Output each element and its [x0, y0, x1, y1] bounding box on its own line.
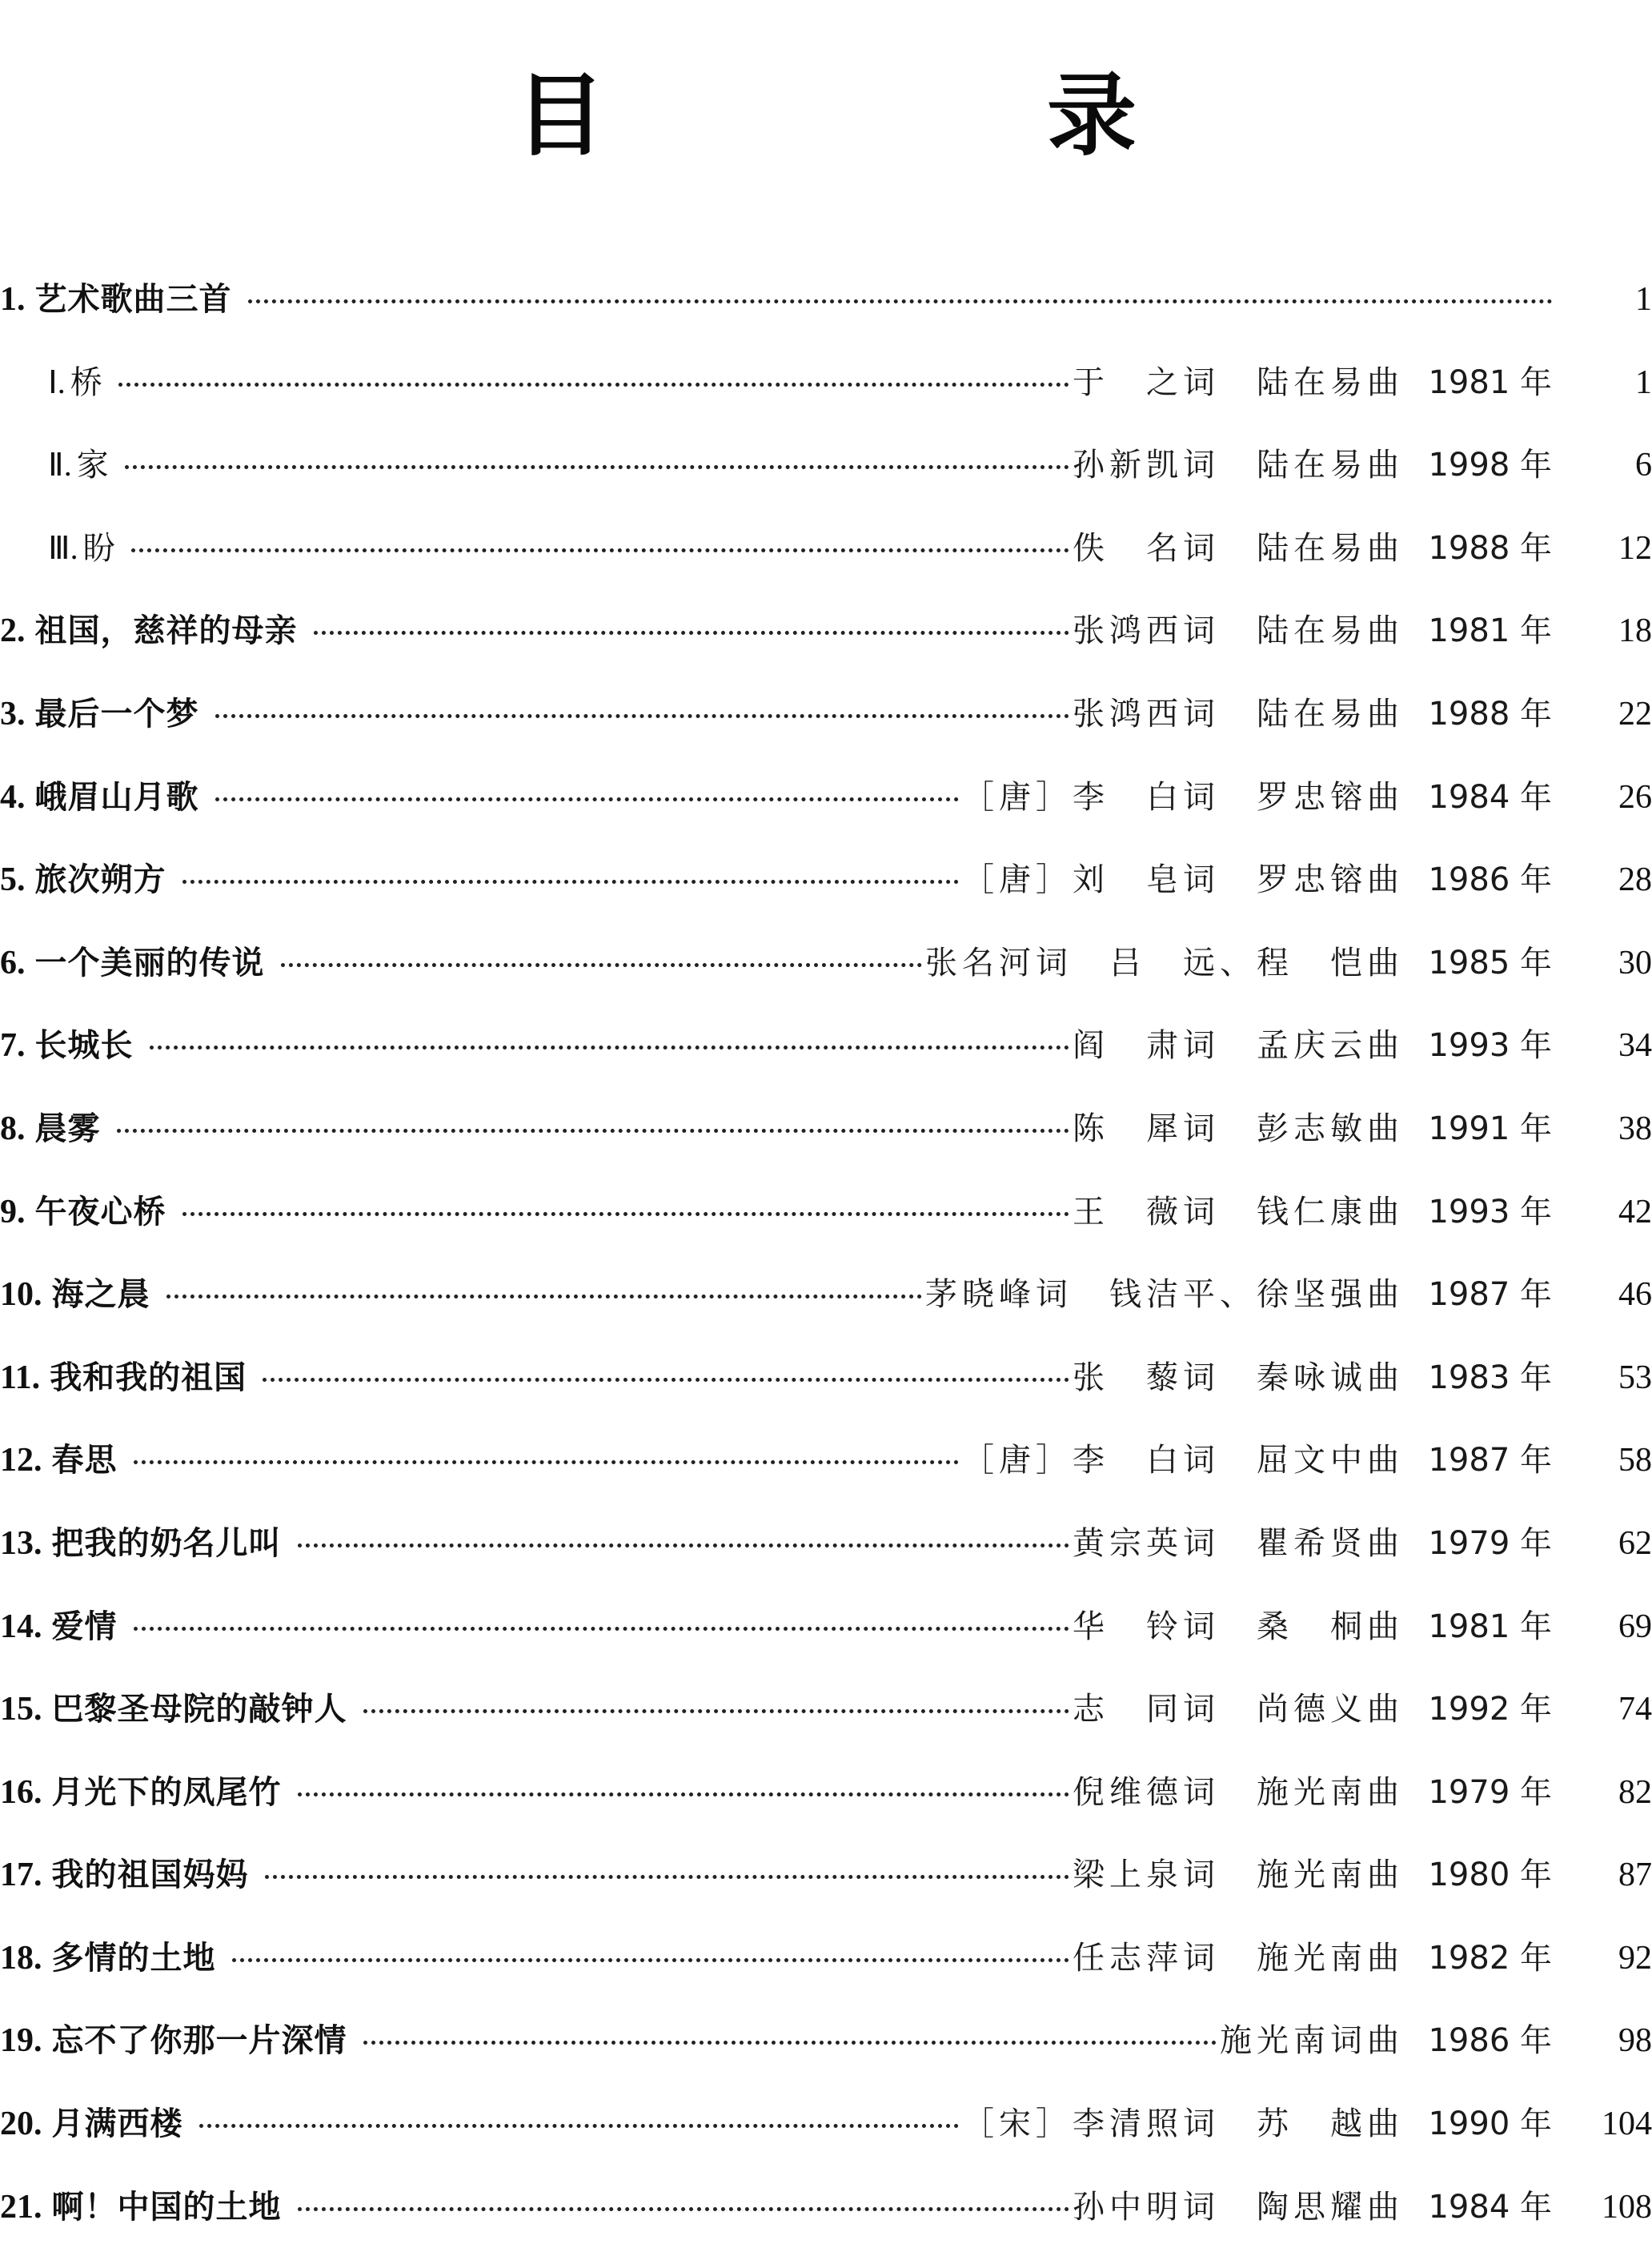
entry-credits: 佚 名词 陆在易曲 — [1073, 529, 1404, 567]
entry-page-number: 92 — [1618, 1939, 1652, 1977]
dot-leader — [199, 2124, 960, 2128]
dot-leader — [298, 2207, 1070, 2211]
entry-number: 12. — [0, 1442, 42, 1479]
entry-year: 1981 年 — [1428, 1608, 1552, 1645]
entry-title: 海之晨 — [51, 1276, 150, 1314]
toc-entry[interactable] — [0, 1585, 1652, 1668]
entry-credits: 志 同词 尚德义曲 — [1073, 1691, 1404, 1728]
entry-title: 午夜心桥 — [34, 1193, 166, 1230]
toc-entry[interactable] — [0, 1502, 1652, 1585]
entry-credits: 张鸿西词 陆在易曲 — [1073, 695, 1404, 733]
entry-credits: 任志萍词 施光南曲 — [1073, 1939, 1404, 1977]
entry-title-block — [0, 1105, 101, 1153]
toc-entry[interactable] — [0, 1087, 1652, 1170]
entry-number: Ⅲ. — [48, 529, 78, 566]
toc-entry[interactable] — [0, 1668, 1652, 1751]
entry-year: 1985 年 — [1428, 944, 1552, 981]
dot-leader — [314, 631, 1070, 635]
page-title: 目 录 — [515, 64, 1313, 169]
entry-number: 19. — [0, 2022, 42, 2060]
dot-leader — [150, 1046, 1070, 1050]
entry-page-number: 28 — [1618, 861, 1652, 899]
entry-credits: 张名河词 吕 远、程 恺曲 — [925, 944, 1404, 981]
entry-year: 1990 年 — [1428, 2105, 1552, 2143]
entry-page-number: 87 — [1618, 1857, 1652, 1894]
entry-title: 长城长 — [34, 1027, 134, 1065]
toc-entry[interactable] — [0, 756, 1652, 839]
dot-leader — [263, 1378, 1069, 1382]
entry-title-block — [0, 1851, 249, 1899]
entry-title-block — [0, 1519, 282, 1568]
entry-title-block — [0, 1685, 347, 1733]
dot-leader — [281, 963, 923, 967]
entry-number: 1. — [0, 281, 26, 318]
toc-subentry[interactable] — [0, 507, 1652, 590]
entry-title: 旅次朔方 — [34, 861, 166, 899]
dot-leader — [125, 465, 1069, 469]
entry-number: 21. — [0, 2188, 42, 2226]
toc-entry[interactable] — [0, 1751, 1652, 1834]
entry-title-block — [0, 524, 115, 572]
entry-number: 4. — [0, 778, 26, 816]
dot-leader — [265, 1875, 1070, 1879]
entry-title-block — [0, 2017, 347, 2065]
table-of-contents — [0, 258, 1652, 2248]
entry-year: 1984 年 — [1428, 778, 1552, 816]
entry-page-number: 42 — [1618, 1193, 1652, 1230]
dot-leader — [134, 1627, 1070, 1631]
entry-page-number: 82 — [1618, 1773, 1652, 1811]
entry-year: 1982 年 — [1428, 1939, 1552, 1977]
entry-title-block — [0, 856, 166, 904]
entry-page-number: 1 — [1635, 281, 1652, 318]
entry-title: 祖国，慈祥的母亲 — [34, 612, 298, 650]
entry-year: 1988 年 — [1428, 529, 1552, 567]
entry-number: 20. — [0, 2105, 42, 2143]
entry-title-block — [0, 1354, 247, 1402]
toc-entry[interactable] — [0, 2166, 1652, 2248]
entry-title: 峨眉山月歌 — [34, 778, 199, 816]
entry-page-number: 1 — [1635, 363, 1652, 401]
entry-title-block — [0, 1022, 134, 1070]
entry-page-number: 30 — [1618, 944, 1652, 981]
dot-leader — [363, 2041, 1217, 2045]
entry-page-number: 34 — [1618, 1027, 1652, 1065]
entry-page-number: 38 — [1618, 1110, 1652, 1147]
entry-page-number: 22 — [1618, 695, 1652, 733]
dot-leader — [298, 1543, 1070, 1548]
entry-title: 多情的土地 — [51, 1939, 216, 1977]
entry-credits: 茅晓峰词 钱洁平、徐坚强曲 — [925, 1276, 1404, 1314]
entry-page-number: 62 — [1618, 1524, 1652, 1562]
toc-entry[interactable] — [0, 2082, 1652, 2166]
entry-title-block — [0, 773, 199, 821]
entry-number: 15. — [0, 1691, 42, 1728]
entry-number: 9. — [0, 1193, 26, 1230]
entry-title-block — [0, 1934, 216, 1982]
entry-title: 晨雾 — [34, 1110, 101, 1147]
entry-year: 1987 年 — [1428, 1276, 1552, 1314]
entry-credits: 黄宗英词 瞿希贤曲 — [1073, 1524, 1404, 1562]
entry-title: 我的祖国妈妈 — [51, 1857, 249, 1894]
entry-number: 10. — [0, 1276, 42, 1314]
toc-entry[interactable] — [0, 1253, 1652, 1336]
entry-credits: 孙新凯词 陆在易曲 — [1073, 447, 1404, 484]
toc-subentry[interactable] — [0, 424, 1652, 507]
entry-number: 18. — [0, 1939, 42, 1977]
entry-title-block — [0, 1271, 150, 1319]
dot-leader — [182, 880, 960, 884]
dot-leader — [232, 1958, 1070, 1962]
entry-page-number: 74 — [1618, 1691, 1652, 1728]
entry-number: 5. — [0, 861, 26, 899]
entry-page-number: 12 — [1618, 529, 1652, 567]
entry-page-number: 6 — [1635, 447, 1652, 484]
entry-title-block — [0, 1768, 282, 1816]
entry-credits: 梁上泉词 施光南曲 — [1073, 1857, 1404, 1894]
entry-title-block — [0, 359, 102, 407]
entry-page-number: 18 — [1618, 612, 1652, 650]
entry-title: 最后一个梦 — [34, 695, 199, 733]
entry-year: 1981 年 — [1428, 363, 1552, 401]
dot-leader — [215, 714, 1070, 718]
entry-year: 1987 年 — [1428, 1442, 1552, 1479]
entry-number: Ⅰ. — [48, 363, 66, 400]
entry-page-number: 69 — [1618, 1608, 1652, 1645]
dot-leader — [134, 1460, 960, 1464]
dot-leader — [117, 1129, 1070, 1133]
entry-number: 2. — [0, 612, 26, 650]
entry-title-block — [0, 2100, 183, 2148]
entry-credits: 张 藜词 秦咏诚曲 — [1073, 1359, 1404, 1396]
entry-title: 爱情 — [51, 1608, 118, 1645]
entry-number: 17. — [0, 1857, 42, 1894]
entry-number: 3. — [0, 695, 26, 733]
dot-leader — [363, 1709, 1070, 1713]
entry-year: 1979 年 — [1428, 1773, 1552, 1811]
entry-credits: ［唐］刘 皂词 罗忠镕曲 — [962, 861, 1404, 899]
entry-title: 巴黎圣母院的敲钟人 — [51, 1691, 347, 1728]
toc-entry[interactable] — [0, 589, 1652, 672]
dot-leader — [166, 1295, 923, 1299]
entry-title-block — [0, 607, 298, 655]
toc-entry[interactable] — [0, 1419, 1652, 1502]
entry-title-block — [0, 690, 199, 738]
entry-credits: 王 薇词 钱仁康曲 — [1073, 1193, 1404, 1230]
entry-year: 1986 年 — [1428, 861, 1552, 899]
entry-title: 桥 — [70, 363, 102, 401]
entry-credits: 陈 犀词 彭志敏曲 — [1073, 1110, 1404, 1147]
toc-entry[interactable] — [0, 1917, 1652, 2000]
toc-entry[interactable] — [0, 838, 1652, 921]
dot-leader — [182, 1212, 1070, 1216]
entry-credits: 张鸿西词 陆在易曲 — [1073, 612, 1404, 650]
entry-number: 16. — [0, 1773, 42, 1811]
entry-page-number: 26 — [1618, 778, 1652, 816]
dot-leader — [298, 1792, 1070, 1796]
entry-title-block — [0, 441, 109, 489]
toc-entry[interactable] — [0, 1004, 1652, 1087]
entry-title: 一个美丽的传说 — [34, 944, 265, 981]
entry-number: 8. — [0, 1110, 26, 1147]
entry-credits: ［唐］李 白词 罗忠镕曲 — [962, 778, 1404, 816]
entry-title: 忘不了你那一片深情 — [51, 2022, 347, 2060]
entry-title: 艺术歌曲三首 — [34, 281, 232, 318]
toc-entry[interactable] — [0, 1999, 1652, 2082]
entry-credits: 华 铃词 桑 桐曲 — [1073, 1608, 1404, 1645]
entry-credits: 施光南词曲 — [1220, 2022, 1404, 2060]
entry-title: 把我的奶名儿叫 — [51, 1524, 282, 1562]
entry-title: 啊！中国的土地 — [51, 2188, 282, 2226]
entry-page-number: 98 — [1618, 2022, 1652, 2060]
entry-credits: 阎 肃词 孟庆云曲 — [1073, 1027, 1404, 1065]
dot-leader — [131, 548, 1069, 552]
entry-title-block — [0, 1188, 166, 1236]
entry-credits: 孙中明词 陶思耀曲 — [1073, 2188, 1404, 2226]
entry-year: 1988 年 — [1428, 695, 1552, 733]
entry-page-number: 46 — [1618, 1276, 1652, 1314]
dot-leader — [118, 383, 1069, 387]
entry-page-number: 104 — [1602, 2105, 1652, 2143]
entry-title: 我和我的祖国 — [50, 1359, 247, 1396]
toc-entry[interactable] — [0, 672, 1652, 756]
entry-year: 1993 年 — [1428, 1193, 1552, 1230]
entry-number: 14. — [0, 1608, 42, 1645]
dot-leader — [215, 797, 960, 801]
dot-leader — [248, 299, 1554, 303]
entry-page-number: 53 — [1618, 1359, 1652, 1396]
entry-year: 1980 年 — [1428, 1857, 1552, 1894]
entry-page-number: 58 — [1618, 1442, 1652, 1479]
entry-title: 月满西楼 — [51, 2105, 183, 2143]
entry-number: 11. — [0, 1359, 41, 1396]
entry-title-block — [0, 1603, 118, 1651]
entry-title: 月光下的凤尾竹 — [51, 1773, 282, 1811]
entry-credits: 于 之词 陆在易曲 — [1073, 363, 1404, 401]
entry-title-block — [0, 939, 265, 987]
entry-year: 1986 年 — [1428, 2022, 1552, 2060]
entry-year: 1991 年 — [1428, 1110, 1552, 1147]
toc-entry[interactable] — [0, 1170, 1652, 1254]
entry-credits: ［唐］李 白词 屈文中曲 — [962, 1442, 1404, 1479]
entry-year: 1981 年 — [1428, 612, 1552, 650]
entry-title-block — [0, 2183, 282, 2231]
entry-year: 1983 年 — [1428, 1359, 1552, 1396]
entry-year: 1984 年 — [1428, 2188, 1552, 2226]
entry-year: 1998 年 — [1428, 447, 1552, 484]
entry-number: 6. — [0, 944, 26, 981]
entry-year: 1993 年 — [1428, 1027, 1552, 1065]
entry-credits: 倪维德词 施光南曲 — [1073, 1773, 1404, 1811]
entry-page-number: 108 — [1602, 2188, 1652, 2226]
entry-year: 1992 年 — [1428, 1691, 1552, 1728]
entry-credits: ［宋］李清照词 苏 越曲 — [962, 2105, 1404, 2143]
entry-year: 1979 年 — [1428, 1524, 1552, 1562]
entry-title-block — [0, 1436, 118, 1484]
entry-title: 春思 — [51, 1442, 118, 1479]
entry-title: 盼 — [82, 529, 115, 567]
entry-number: 13. — [0, 1524, 42, 1562]
entry-number: 7. — [0, 1027, 26, 1065]
entry-title-block — [0, 275, 232, 323]
toc-subentry[interactable] — [0, 341, 1652, 424]
toc-entry[interactable] — [0, 258, 1652, 341]
toc-entry[interactable] — [0, 1336, 1652, 1419]
toc-entry[interactable] — [0, 1833, 1652, 1917]
toc-entry[interactable] — [0, 921, 1652, 1005]
entry-title: 家 — [76, 447, 109, 484]
entry-number: Ⅱ. — [48, 447, 72, 484]
